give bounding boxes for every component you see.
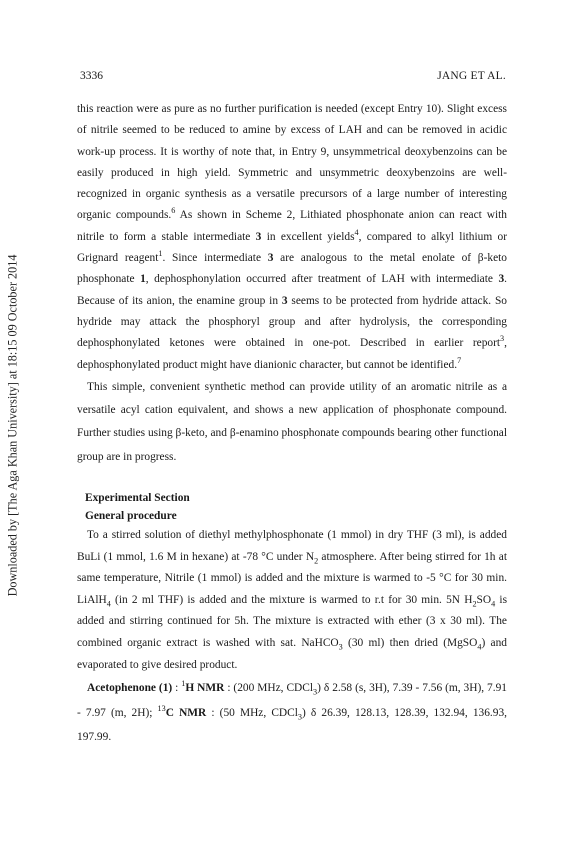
paragraph-procedure: To a stirred solution of diethyl methylphosphonate (1 mmol) in dry THF (3 ml), is added BuLi (1 mmol, 1.6 M in hexane) at -78 °C under $N_2$ atmosphere. After being stirred for 1h at same temperature, Nitrile (1 mmol) is added and the mixture is warmed to -5 °C for 30 min. LiAlH$_4$ (in 2 ml THF) is added and the mixture is warmed to r.t for 30 min. 5N $H_2SO_4$ is added and stirring continued for 5h. The mixture is extracted with ether (3 x 30 ml). The combined organic extract is washed with sat. NaHCO$_3$ (30 ml) then dried (MgSO$_4$) and evaporated to give desired product.	[77, 529, 507, 671]
subsection-heading: General procedure	[85, 510, 177, 523]
article-body	[77, 99, 507, 750]
ref-marker: 6	[171, 206, 176, 216]
section-heading: Experimental Section	[85, 492, 190, 505]
download-watermark	[2, 190, 24, 660]
compound-number: 3	[255, 230, 262, 243]
compound-number: 1	[140, 273, 146, 286]
paragraph-conclusion: This simple, convenient synthetic method can provide utility of an aromatic nitrile as a versatile acyl cation equivalent, and shows a new application of phosphonate compound. Further studies using β-keto, and β-enamino phosphonate compounds bearing other functional group are in progress.	[77, 380, 507, 463]
ref-marker: 1	[158, 249, 163, 259]
compound-number: 3	[281, 294, 288, 307]
compound-number: 3	[498, 273, 505, 286]
compound-number: 3	[267, 252, 274, 265]
compound-data-acetophenone: Acetophenone (1) : $^1$H NMR : (200 MHz, CDCl$_3$) δ 2.58 (s, 3H), 7.39 - 7.56 (m, 3H), 7.91 - 7.97 (m, 2H); $^{13}$C NMR : (50 MHz, CDCl$_3$) δ 26.39, 128.13, 128.39, 132.94, 136.93, 197.99.	[77, 679, 507, 744]
ref-marker: 3	[500, 334, 505, 344]
ref-marker: 4	[354, 227, 359, 237]
download-watermark-text: Downloaded by [The Aga Khan University] at 18:15 09 October 2014	[5, 254, 20, 596]
compound-name: Acetophenone (1)	[87, 682, 173, 695]
paragraph-results: this reaction were as pure as no further purification is needed (except Entry 10). Slight excess of nitrile seemed to be reduced to amine by excess of LAH and can be removed in acidic work-up process. It is worthy of note that, in Entry 9, unsymmetrical deoxybenzoins can be easily produced in high yield. Symmetric and unsymmetric deoxybenzoins are well-recognized in organic synthesis as a versatile precursors of a large number of interesting organic compounds.$^6$ As shown in Scheme 2, Lithiated phosphonate anion can react with nitrile to form a stable intermediate 3 in excellent yields$^4$, compared to alkyl lithium or Grignard reagent$^1$. Since intermediate 3 are analogous to the metal enolate of β-keto phosphonate 1, dephosphonylation occurred after treatment of LAH with intermediate 3. Because of its anion, the enamine group in 3 seems to be protected from hydride attack. So hydride may attack the phosphoryl group and after hydrolysis, the corresponding dephosphonylated ketones were obtained in one-pot. Described in earlier report$^3$, dephosphonylated product might have dianionic character, but cannot be identified.$^7$	[77, 103, 508, 371]
nmr-label: C NMR	[165, 706, 207, 719]
ref-marker: 7	[457, 355, 462, 365]
page-number: 3336	[80, 70, 103, 82]
nmr-label: H NMR	[185, 682, 225, 695]
running-head: JANG ET AL.	[437, 70, 506, 82]
